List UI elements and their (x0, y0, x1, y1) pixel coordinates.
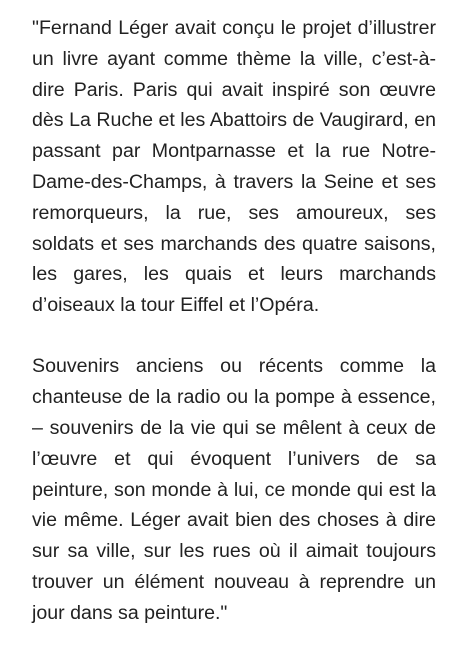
quote-text-block (32, 13, 436, 629)
quote-paragraph-1: "Fernand Léger avait conçu le projet d’illustrer un livre ayant comme thème la ville, c’est-à-dire Paris. Paris qui avait inspiré son œuvre dès La Ruche et les Abattoirs de Vaugirard, en passant par Montparnasse et la rue Notre-Dame-des-Champs, à travers la Seine et ses remorqueurs, la rue, ses amoureux, ses soldats et ses marchands des quatre saisons, les gares, les quais et leurs marchands d’oiseaux la tour Eiffel et l’Opéra. (32, 17, 436, 317)
quote-paragraph-2: Souvenirs anciens ou récents comme la chanteuse de la radio ou la pompe à essence, – souvenirs de la vie qui se mêlent à ceux de l’œuvre et qui évoquent l’univers de sa peinture, son monde à lui, ce monde qui est la vie même. Léger avait bien des choses à dire sur sa ville, sur les rues où il aimait toujours trouver un élément nouveau à reprendre un jour dans sa peinture." (32, 355, 436, 624)
